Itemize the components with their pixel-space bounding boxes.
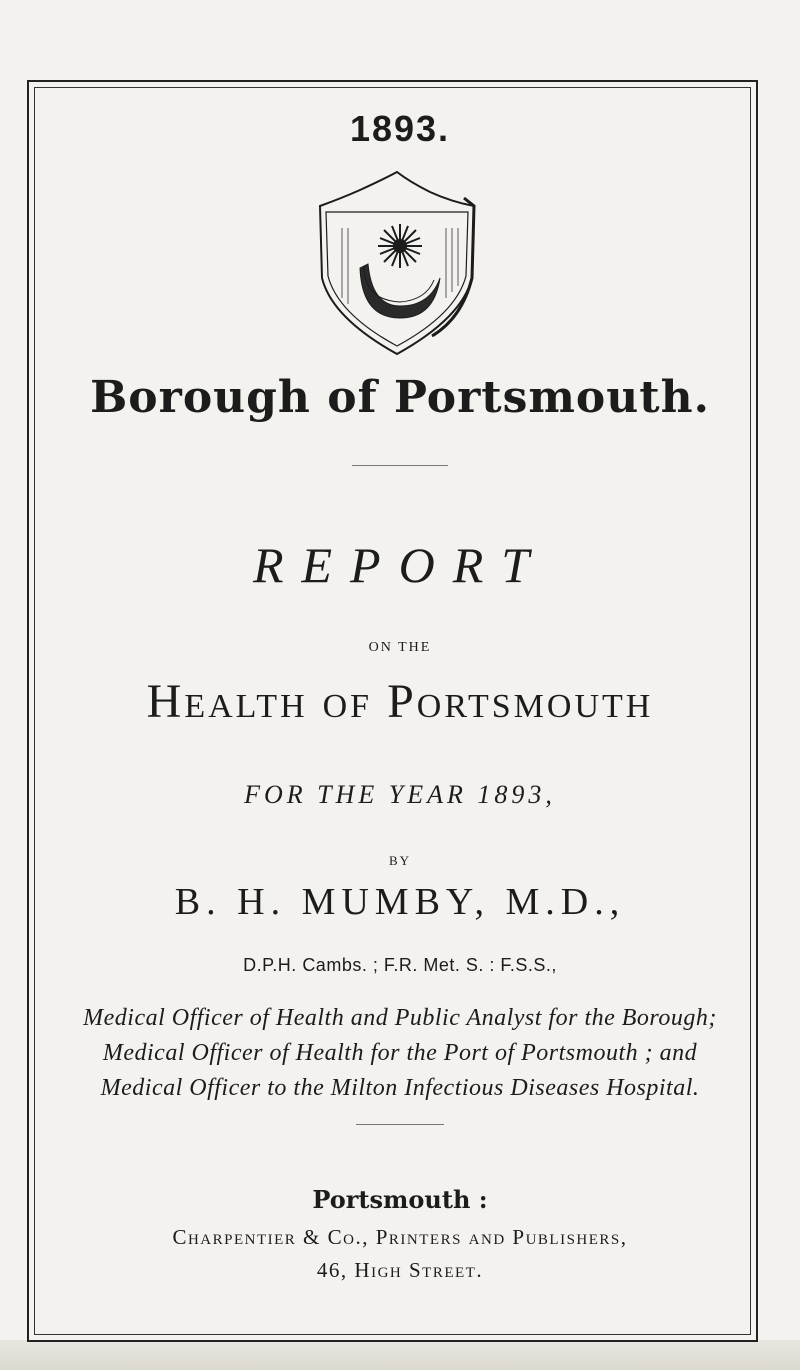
author-name: B. H. MUMBY, M.D., [174, 881, 626, 923]
year: 1893. [349, 108, 451, 149]
role-line: Medical Officer of Health for the Port of Portsmouth ; and [102, 1040, 698, 1066]
borough-title: Borough of Portsmouth. [90, 372, 710, 423]
imprint-printer: Charpentier & Co., Printers and Publishers, [172, 1225, 628, 1249]
report-heading: REPORT [252, 537, 548, 593]
for-year-line: FOR THE YEAR 1893, [244, 780, 556, 809]
by-label: BY [388, 853, 412, 868]
divider [356, 1124, 444, 1125]
divider [352, 465, 448, 466]
imprint-city: Portsmouth : [312, 1185, 488, 1214]
role-line: Medical Officer of Health and Public Analyst for the Borough; [83, 1005, 717, 1031]
role-line: Medical Officer to the Milton Infectious Diseases Hospital. [100, 1075, 700, 1101]
borough-crest-icon [312, 168, 482, 358]
author-qualifications: D.P.H. Cambs. ; F.R. Met. S. : F.S.S., [243, 955, 557, 975]
health-title: Health of Portsmouth [146, 675, 654, 728]
imprint-address: 46, High Street. [316, 1258, 484, 1282]
page-stain [0, 1340, 800, 1370]
on-the-label: ON THE [368, 640, 432, 655]
